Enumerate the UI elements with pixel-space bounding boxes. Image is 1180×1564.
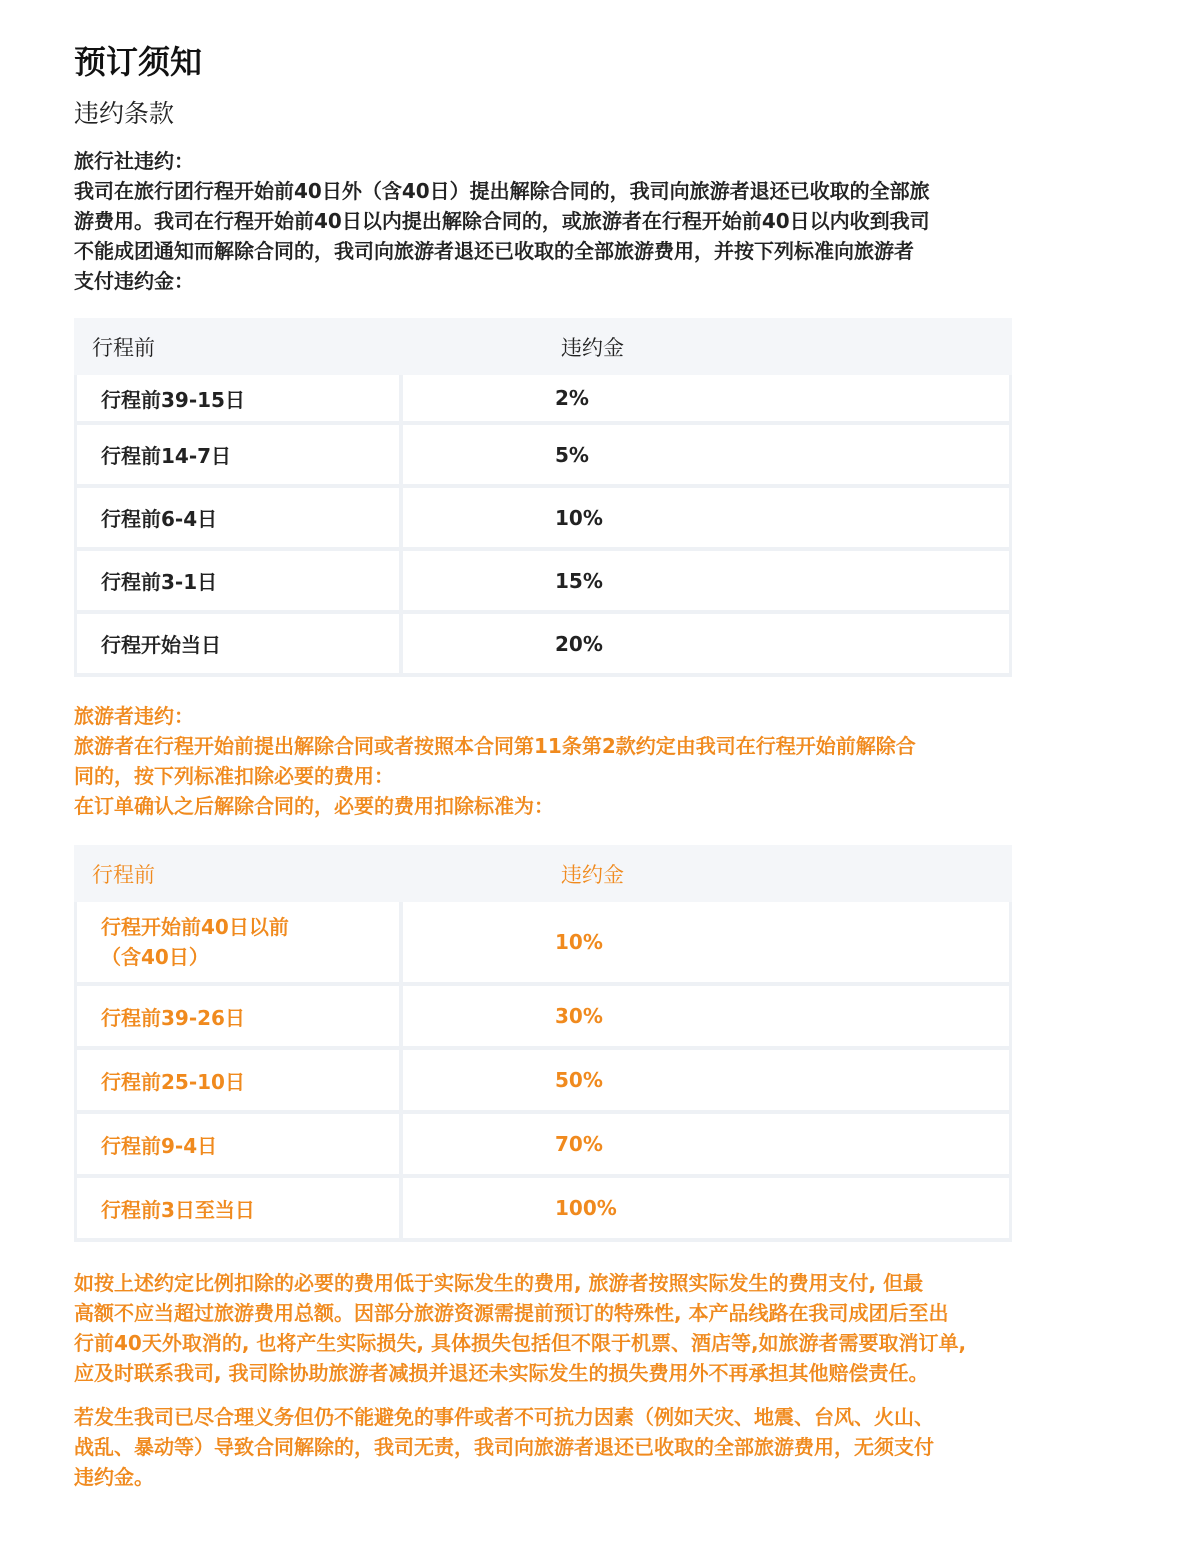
table-row [74, 375, 1012, 425]
page-title: 预订须知 [74, 43, 203, 81]
period-cell: 行程开始当日 [74, 614, 403, 677]
column-header-penalty: 违约金 [403, 845, 1012, 902]
traveler-breach-line: 在订单确认之后解除合同的，必要的费用扣除标准为： [74, 794, 554, 818]
period-cell: 行程前9-4日 [74, 1114, 403, 1178]
penalty-cell: 2% [403, 375, 1012, 425]
agency-breach-line: 不能成团通知而解除合同的，我司向旅游者退还已收取的全部旅游费用，并按下列标准向旅游者 [74, 239, 914, 263]
table-row [74, 425, 1012, 488]
note-line: 应及时联系我司, 我司除协助旅游者减损并退还未实际发生的损失费用外不再承担其他赔偿责任。 [74, 1361, 929, 1385]
penalty-cell: 10% [403, 488, 1012, 551]
traveler-breach-line: 旅游者在行程开始前提出解除合同或者按照本合同第11条第2款约定由我司在行程开始前解除合 [74, 734, 916, 758]
agency-penalty-table [74, 318, 1012, 677]
period-cell: 行程前3日至当日 [74, 1178, 403, 1242]
period-cell: 行程前3-1日 [74, 551, 403, 614]
column-header-penalty: 违约金 [403, 318, 1012, 375]
period-cell: 行程前25-10日 [74, 1050, 403, 1114]
penalty-cell: 100% [403, 1178, 1012, 1242]
table-row [74, 614, 1012, 677]
agency-breach-line: 我司在旅行团行程开始前40日外（含40日）提出解除合同的，我司向旅游者退还已收取的全部旅 [74, 179, 930, 203]
traveler-breach-text [74, 701, 1134, 821]
period-cell [74, 902, 403, 986]
agency-breach-line: 游费用。我司在行程开始前40日以内提出解除合同的，或旅游者在行程开始前40日以内收到我司 [74, 209, 930, 233]
note-line: 如按上述约定比例扣除的必要的费用低于实际发生的费用, 旅游者按照实际发生的费用支付, 但最 [74, 1271, 924, 1295]
traveler-breach-heading: 旅游者违约： [74, 704, 194, 728]
period-cell: 行程前6-4日 [74, 488, 403, 551]
traveler-breach-line: 同的，按下列标准扣除必要的费用： [74, 764, 394, 788]
agency-breach-line: 支付违约金： [74, 269, 194, 293]
table-row [74, 986, 1012, 1050]
force-majeure-note [74, 1402, 1134, 1492]
section-title: 违约条款 [74, 99, 175, 128]
note-line: 高额不应当超过旅游费用总额。因部分旅游资源需提前预订的特殊性, 本产品线路在我司成团后至出 [74, 1301, 949, 1325]
table-row [74, 551, 1012, 614]
table-row [74, 902, 1012, 986]
penalty-cell: 5% [403, 425, 1012, 488]
table-header-row [74, 318, 1012, 375]
penalty-cell: 20% [403, 614, 1012, 677]
note-line: 行前40天外取消的, 也将产生实际损失, 具体损失包括但不限于机票、酒店等,如旅游者需要取消订单, [74, 1331, 967, 1355]
agency-breach-heading: 旅行社违约： [74, 149, 194, 173]
table-row [74, 1178, 1012, 1242]
period-cell: 行程前39-26日 [74, 986, 403, 1050]
table-row [74, 488, 1012, 551]
penalty-cell: 10% [403, 902, 1012, 986]
period-cell-line: （含40日） [101, 945, 209, 969]
agency-breach-text [74, 146, 1134, 296]
column-header-period: 行程前 [74, 318, 403, 375]
note-line: 违约金。 [74, 1465, 154, 1489]
column-header-period: 行程前 [74, 845, 403, 902]
penalty-cell: 50% [403, 1050, 1012, 1114]
table-row [74, 1050, 1012, 1114]
penalty-cell: 70% [403, 1114, 1012, 1178]
period-cell: 行程前39-15日 [74, 375, 403, 425]
note-line: 若发生我司已尽合理义务但仍不能避免的事件或者不可抗力因素（例如天灾、地震、台风、火山、 [74, 1405, 934, 1429]
note-line: 战乱、暴动等）导致合同解除的，我司无责，我司向旅游者退还已收取的全部旅游费用，无须支付 [74, 1435, 934, 1459]
table-row [74, 1114, 1012, 1178]
penalty-cell: 15% [403, 551, 1012, 614]
table-header-row [74, 845, 1012, 902]
cancellation-loss-note [74, 1268, 1134, 1388]
penalty-cell: 30% [403, 986, 1012, 1050]
period-cell-line: 行程开始前40日以前 [101, 915, 289, 939]
traveler-penalty-table [74, 845, 1012, 1242]
period-cell: 行程前14-7日 [74, 425, 403, 488]
